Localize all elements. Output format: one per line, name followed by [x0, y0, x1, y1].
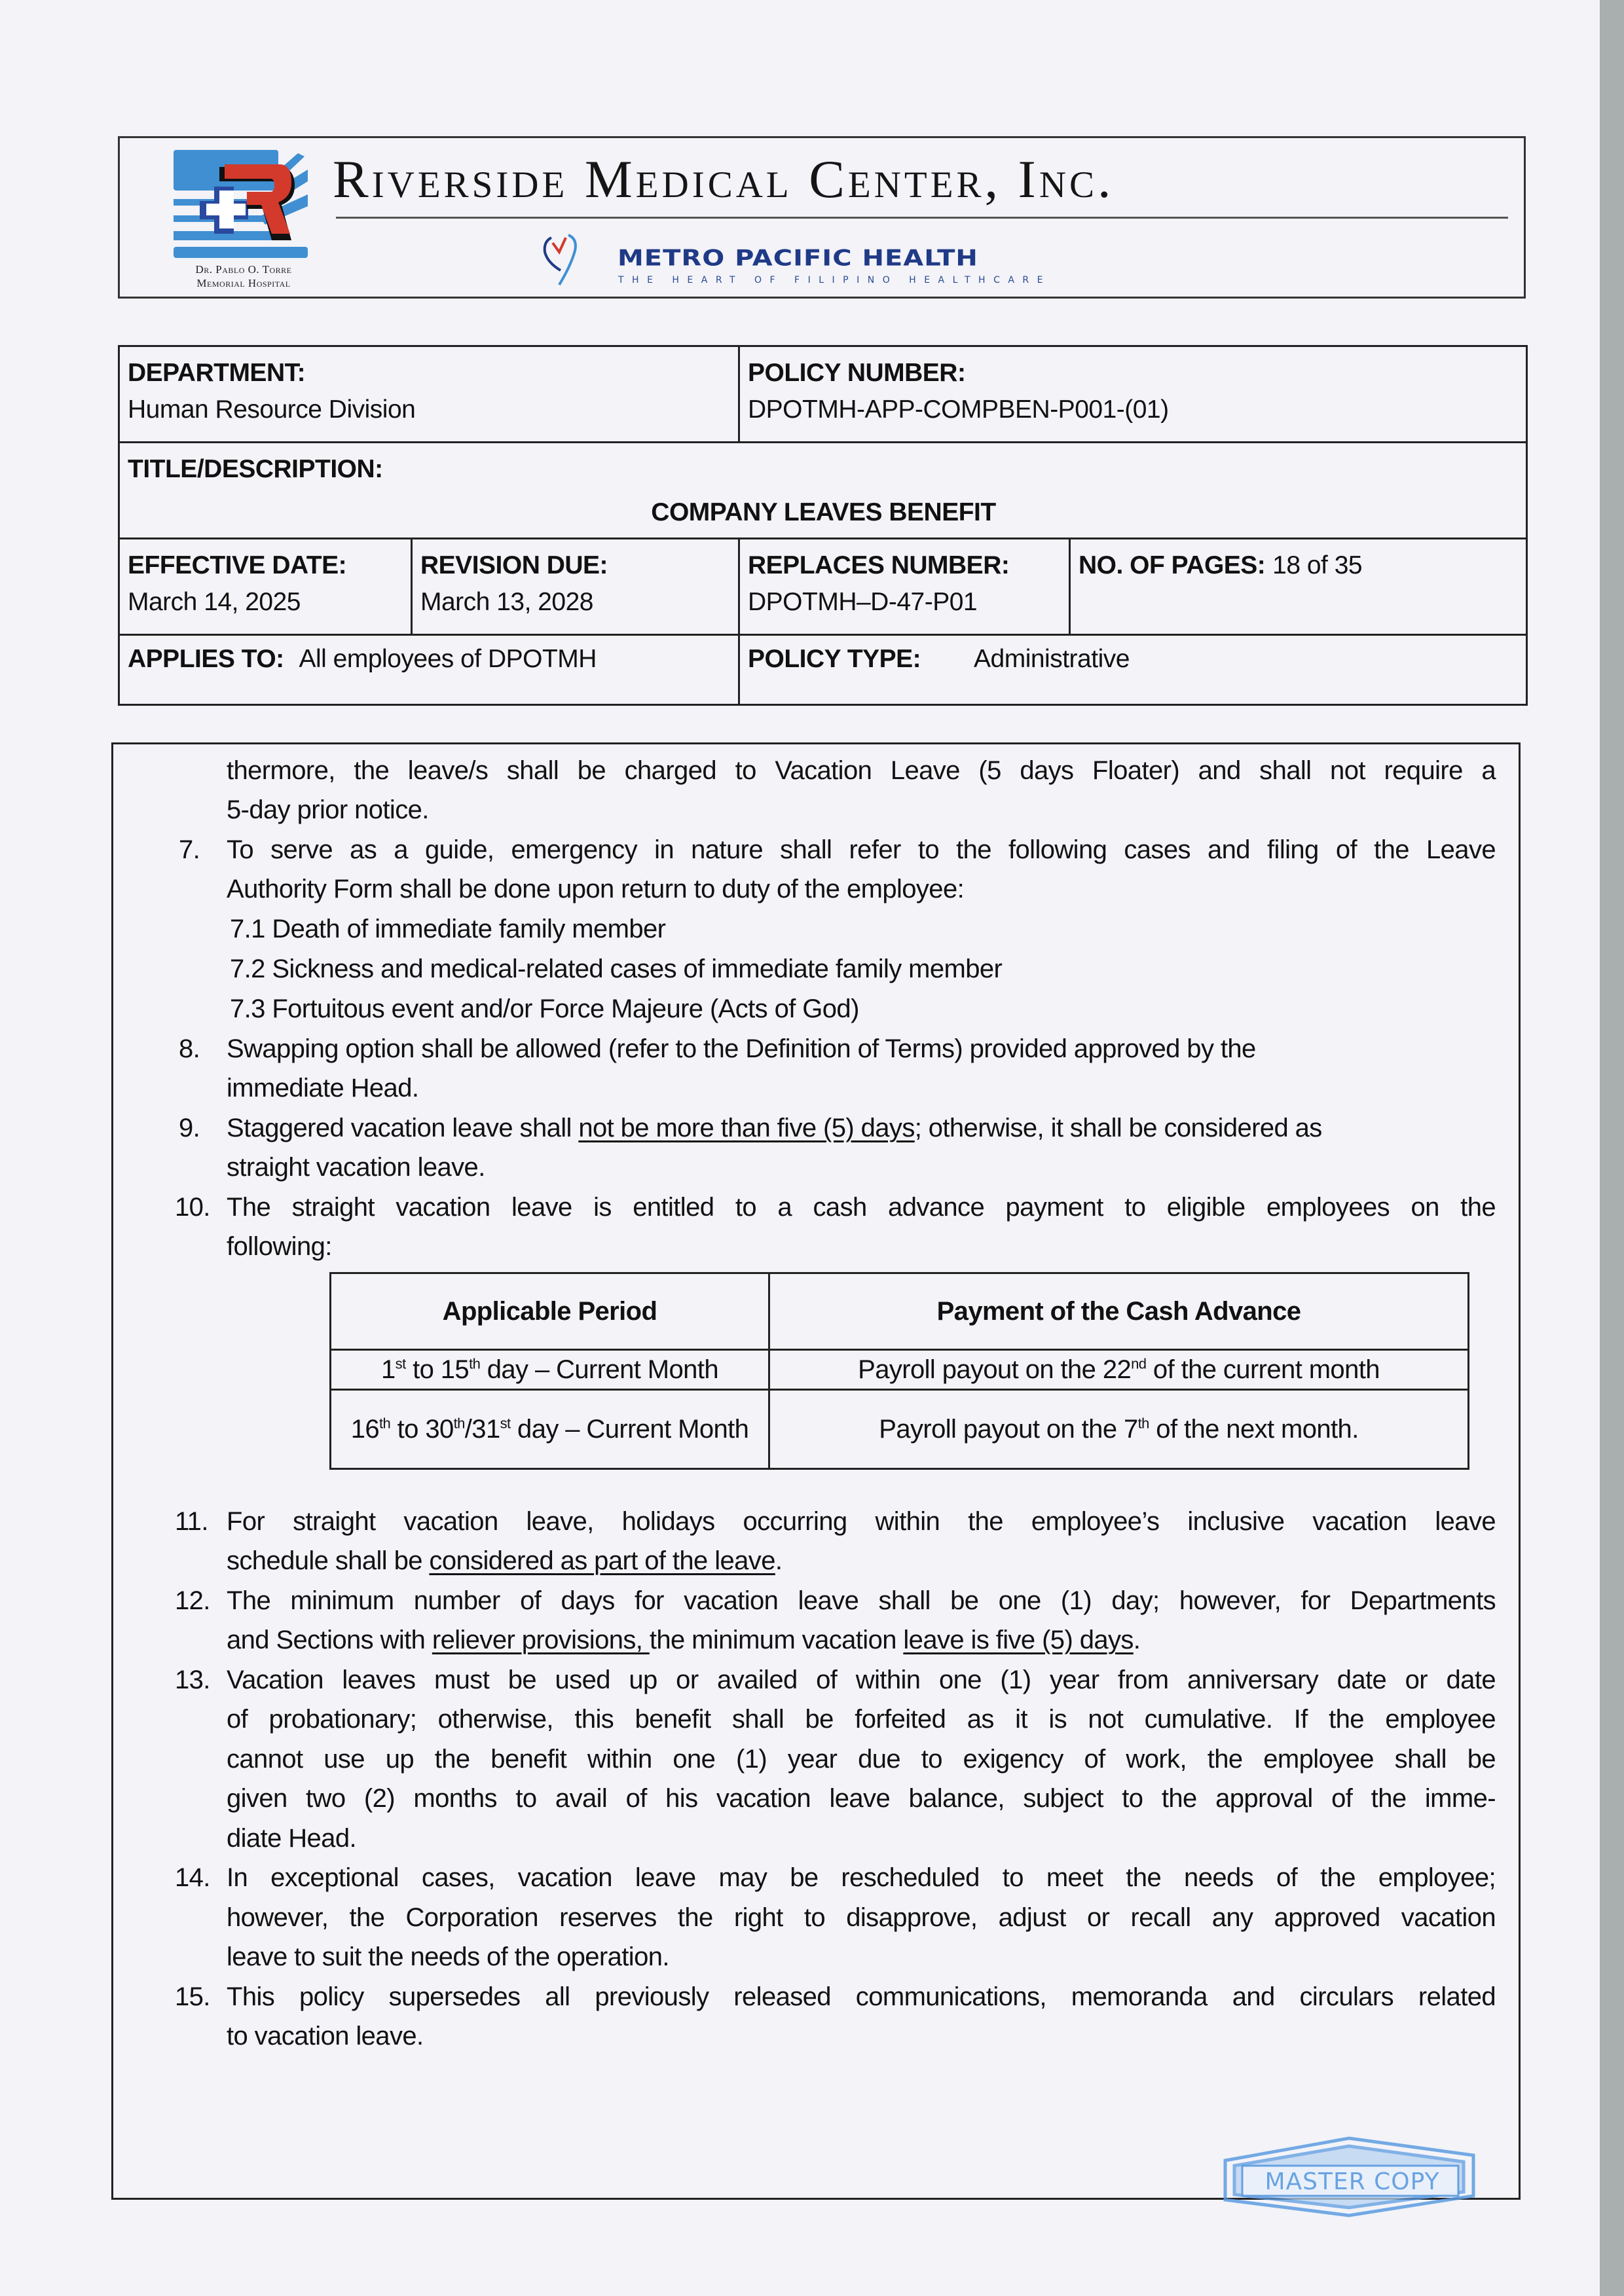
master-copy-stamp-text: MASTER COPY: [1264, 2168, 1440, 2195]
policy-type-value: Administrative: [974, 645, 1130, 673]
list-item-line: In exceptional cases, vacation leave may be rescheduled to meet the needs of the employee;: [227, 1863, 1496, 1892]
policy-title: COMPANY LEAVES BENEFIT: [651, 498, 996, 526]
table-row: [331, 1350, 1469, 1390]
text-span: schedule shall be: [227, 1546, 430, 1575]
title-label: TITLE/DESCRIPTION:: [128, 455, 383, 483]
period-cell: 1st to 15th day – Current Month: [331, 1350, 769, 1390]
list-item-line: immediate Head.: [227, 1074, 419, 1102]
partner-name: METRO PACIFIC HEALTH: [618, 246, 978, 272]
effective-date-cell: [119, 539, 412, 635]
list-item-line: The minimum number of days for vacation leave shall be one (1) day; however, for Departments: [227, 1586, 1496, 1615]
partner-tagline: THE HEART OF FILIPINO HEALTHCARE: [618, 275, 1052, 285]
text-span: ; otherwise, it shall be considered as: [914, 1114, 1322, 1142]
underlined-text: leave is five (5) days: [903, 1626, 1134, 1654]
text-span: .: [775, 1546, 783, 1575]
paragraph-line: thermore, the leave/s shall be charged to Vacation Leave (5 days Floater) and shall not require a: [227, 756, 1496, 785]
list-number: 9.: [179, 1114, 200, 1142]
list-number: 13.: [175, 1666, 210, 1694]
list-item-line: [227, 1620, 1140, 1660]
list-number: 7.: [179, 835, 200, 864]
list-number: 14.: [175, 1863, 210, 1892]
payment-cell: Payroll payout on the 7th of the next month.: [769, 1390, 1469, 1469]
effective-date-label: EFFECTIVE DATE:: [128, 551, 347, 579]
policy-body: [111, 742, 1521, 2200]
list-item-line: of probationary; otherwise, this benefit shall be forfeited as it is not cumulative. If the employee: [227, 1705, 1496, 1734]
table-row: [331, 1390, 1469, 1469]
revision-due-value: March 13, 2028: [420, 588, 594, 616]
department-cell: [119, 346, 739, 443]
partner-logo: [542, 228, 1132, 287]
pages-cell: [1070, 539, 1527, 635]
applies-to-cell: [119, 635, 739, 705]
letterhead: [118, 136, 1526, 299]
column-header: Applicable Period: [331, 1273, 769, 1350]
policy-type-cell: [739, 635, 1527, 705]
text-span: Staggered vacation leave shall: [227, 1114, 579, 1142]
pages-value: 18 of 35: [1272, 551, 1363, 579]
list-item-line: To serve as a guide, emergency in nature shall refer to the following cases and filing of the Leave: [227, 835, 1496, 864]
applies-to-value: All employees of DPOTMH: [299, 645, 597, 673]
column-header: Payment of the Cash Advance: [769, 1273, 1469, 1350]
text-span: the minimum vacation: [649, 1626, 904, 1654]
list-item-line: following:: [227, 1232, 332, 1261]
list-item-line: given two (2) months to avail of his vacation leave balance, subject to the approval of the imme-: [227, 1784, 1496, 1813]
list-number: 8.: [179, 1034, 200, 1063]
sub-list-item: 7.2 Sickness and medical-related cases of immediate family member: [230, 955, 1003, 983]
list-number: 11.: [175, 1507, 208, 1536]
list-item-line: Swapping option shall be allowed (refer to the Definition of Terms) provided approved by the: [227, 1034, 1256, 1063]
applies-to-label: APPLIES TO:: [128, 645, 284, 673]
sub-list-item: 7.3 Fortuitous event and/or Force Majeure (Acts of God): [230, 994, 859, 1023]
policy-info-table: [118, 345, 1528, 706]
underlined-text: considered as part of the leave: [429, 1546, 775, 1575]
department-label: DEPARTMENT:: [128, 359, 306, 387]
payment-cell: Payroll payout on the 22nd of the current month: [769, 1350, 1469, 1390]
list-item-line: [227, 1541, 782, 1580]
list-item-line: leave to suit the needs of the operation.: [227, 1942, 669, 1971]
hospital-logo: [174, 150, 308, 294]
underlined-text: not be more than five (5) days: [578, 1114, 915, 1142]
sub-list-item: 7.1 Death of immediate family member: [230, 915, 666, 943]
list-item-line: however, the Corporation reserves the right to disapprove, adjust or recall any approved vacation: [227, 1903, 1496, 1932]
list-number: 12.: [175, 1586, 210, 1615]
list-item-line: Vacation leaves must be used up or availed of within one (1) year from anniversary date or date: [227, 1666, 1496, 1694]
replaces-number-label: REPLACES NUMBER:: [748, 551, 1010, 579]
organization-name: Riverside Medical Center, Inc.: [333, 149, 1115, 209]
department-value: Human Resource Division: [128, 395, 416, 424]
cash-advance-table: [329, 1272, 1469, 1470]
effective-date-value: March 14, 2025: [128, 588, 301, 616]
list-item-line: Authority Form shall be done upon return to duty of the employee:: [227, 875, 965, 903]
policy-number-cell: [739, 346, 1527, 443]
list-item-line: straight vacation leave.: [227, 1153, 485, 1182]
hospital-logo-caption: [155, 263, 332, 290]
policy-number-value: DPOTMH-APP-COMPBEN-P001-(01): [748, 395, 1169, 424]
list-item-line: [227, 1108, 1496, 1148]
pages-label: NO. OF PAGES:: [1079, 551, 1266, 579]
letterhead-divider: [336, 217, 1508, 219]
period-cell: 16th to 30th/31st day – Current Month: [331, 1390, 769, 1469]
policy-number-label: POLICY NUMBER:: [748, 359, 966, 387]
text-span: .: [1133, 1626, 1141, 1654]
underlined-text: reliever provisions,: [432, 1626, 650, 1654]
list-item-line: For straight vacation leave, holidays occurring within the employee’s inclusive vacation leave: [227, 1507, 1496, 1536]
logo-caption-line1: Dr. Pablo O. Torre: [195, 263, 292, 276]
list-item-line: diate Head.: [227, 1824, 356, 1853]
logo-caption-line2: Memorial Hospital: [196, 277, 291, 289]
list-number: 10.: [175, 1193, 210, 1222]
list-item-line: to vacation leave.: [227, 2022, 424, 2050]
text-span: and Sections with: [227, 1626, 432, 1654]
revision-due-cell: [412, 539, 739, 635]
hospital-logo-icon: [174, 150, 308, 258]
replaces-number-value: DPOTMH–D-47-P01: [748, 588, 978, 616]
policy-type-label: POLICY TYPE:: [748, 645, 921, 673]
heart-check-icon: [542, 234, 579, 286]
list-item-line: This policy supersedes all previously released communications, memoranda and circulars related: [227, 1982, 1496, 2011]
paragraph-line: 5-day prior notice.: [227, 795, 429, 824]
revision-due-label: REVISION DUE:: [420, 551, 608, 579]
list-item-line: cannot use up the benefit within one (1) year due to exigency of work, the employee shall be: [227, 1745, 1496, 1774]
replaces-number-cell: [739, 539, 1070, 635]
list-item-line: The straight vacation leave is entitled to a cash advance payment to eligible employees on the: [227, 1193, 1496, 1222]
title-cell: [119, 443, 1527, 539]
list-number: 15.: [175, 1982, 210, 2011]
